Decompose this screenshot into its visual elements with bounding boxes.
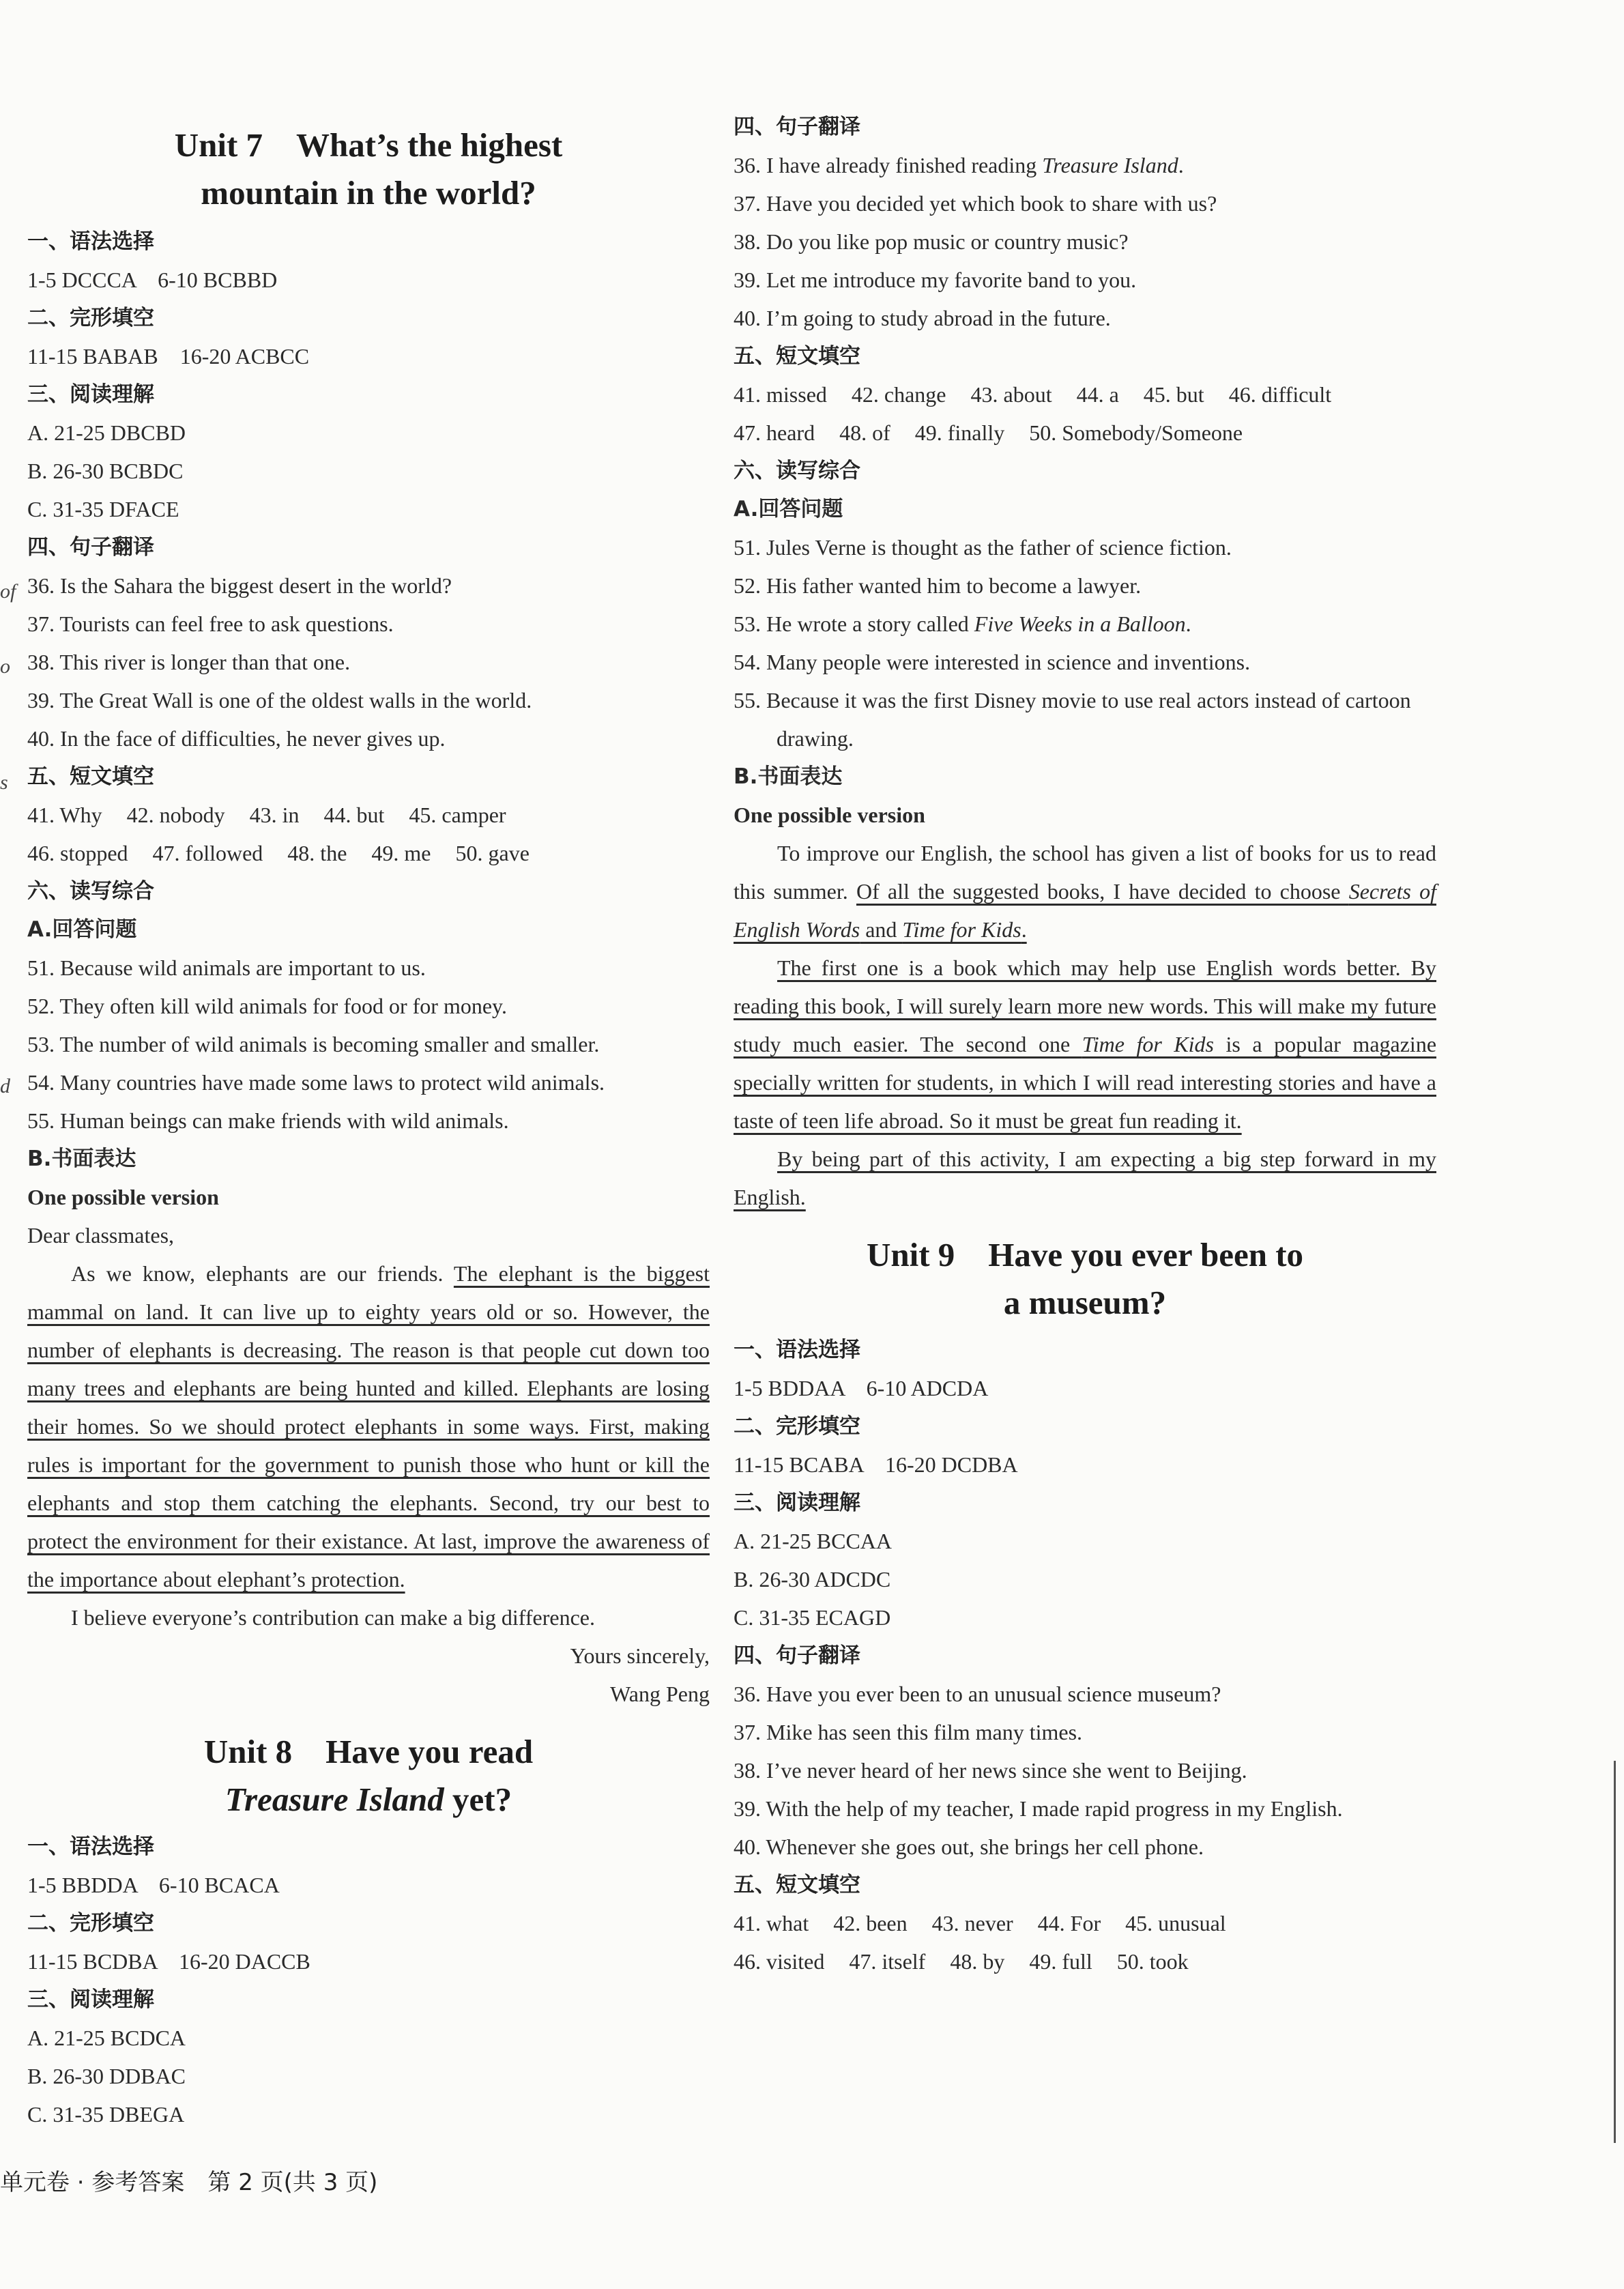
unit7-writing-heading: B.书面表达	[27, 1147, 136, 1171]
unit8-fill-heading: 五、短文填空	[734, 344, 860, 369]
unit8-title-line1: Unit 8 Have you read	[203, 1733, 534, 1770]
unit7-qa-54: 54. Many countries have made some laws to protect wild animals.	[27, 1070, 605, 1095]
unit7-fill-43: 43. in	[249, 803, 300, 827]
unit8-essay-p2-magazine: Time for Kids	[1082, 1032, 1215, 1056]
unit8-translation-heading: 四、句子翻译	[734, 115, 860, 139]
unit8-fill-45: 45. but	[1143, 382, 1204, 407]
unit9-fill-50: 50. took	[1116, 1949, 1189, 1974]
unit8-essay-p1-book1: Secrets of English Words	[734, 879, 1437, 942]
unit8-writing-heading: B.书面表达	[734, 764, 843, 789]
unit8-readwrite-heading: 六、读写综合	[734, 459, 860, 483]
unit9-fill-row-1	[734, 1904, 1436, 1942]
unit7-cloze-heading: 二、完形填空	[27, 306, 154, 330]
unit7-essay-signature: Wang Peng	[610, 1682, 710, 1706]
unit8-essay-paragraph-2	[734, 949, 1436, 1140]
unit9-cloze-heading: 二、完形填空	[734, 1414, 860, 1439]
unit8-essay-p2-a: The first one is a book which may help use English words better. By reading this book, I will surely learn more new words. This will make my future study much easier. The second one	[734, 955, 1436, 1056]
unit7-reading-b: B. 26-30 BCBDC	[27, 459, 184, 483]
right-edge-rule	[1614, 1761, 1616, 2143]
unit7-fill-heading: 五、短文填空	[27, 764, 154, 789]
unit7-fill-row-1	[27, 796, 710, 834]
unit7-fill-50: 50. gave	[455, 841, 530, 865]
unit8-essay-p2-underlined	[734, 955, 1436, 1133]
unit7-reading-heading: 三、阅读理解	[27, 382, 154, 407]
unit8-cloze-heading: 二、完形填空	[27, 1911, 154, 1935]
unit9-fill-46: 46. visited	[734, 1949, 825, 1974]
unit9-title	[734, 1231, 1436, 1327]
unit8-fill-43: 43. about	[970, 382, 1052, 407]
unit8-essay-p2-c: is a popular magazine specially written for students, in which I will read interesting stories and have a taste of teen life abroad. So it must be great fun reading it.	[734, 1032, 1437, 1133]
unit7-version-label: One possible version	[27, 1185, 219, 1209]
unit7-qa-52: 52. They often kill wild animals for food or for money.	[27, 994, 507, 1018]
unit9-grammar-answers: 1-5 BDDAA 6-10 ADCDA	[734, 1376, 989, 1400]
unit8-fill-48: 48. of	[839, 420, 890, 445]
unit9-fill-42: 42. been	[833, 1911, 908, 1935]
unit7-translation-39: 39. The Great Wall is one of the oldest walls in the world.	[27, 688, 532, 712]
unit8-cloze-answers: 11-15 BCDBA 16-20 DACCB	[27, 1949, 310, 1974]
unit9-fill-49: 49. full	[1029, 1949, 1092, 1974]
unit7-translation-heading: 四、句子翻译	[27, 535, 154, 560]
unit9-fill-row-2	[734, 1942, 1436, 1981]
unit7-translation-40: 40. In the face of difficulties, he never gives up.	[27, 726, 446, 751]
unit8-translation-36-book: Treasure Island	[1042, 153, 1178, 177]
unit8-essay-p1-end: .	[1021, 917, 1027, 942]
unit7-qa-53: 53. The number of wild animals is becoming smaller and smaller.	[27, 1032, 600, 1056]
unit8-translation-38: 38. Do you like pop music or country music?	[734, 229, 1129, 254]
unit8-qa-54: 54. Many people were interested in science and inventions.	[734, 650, 1251, 674]
unit9-fill-44: 44. For	[1037, 1911, 1101, 1935]
unit9-translation-36: 36. Have you ever been to an unusual science museum?	[734, 1682, 1221, 1706]
unit8-version-label: One possible version	[734, 803, 925, 827]
unit8-reading-heading: 三、阅读理解	[27, 1987, 154, 2012]
unit8-fill-row-2	[734, 414, 1436, 452]
unit8-essay-p1-intro: To improve our English, the school has given a list of books for us to read this summer.	[734, 841, 1436, 904]
unit8-fill-50: 50. Somebody/Someone	[1029, 420, 1243, 445]
unit9-fill-48: 48. by	[950, 1949, 1005, 1974]
unit8-translation-36-text: 36. I have already finished reading	[734, 153, 1043, 177]
unit7-fill-41: 41. Why	[27, 803, 102, 827]
edge-fragment-3: s	[0, 771, 8, 794]
unit7-essay-intro: As we know, elephants are our friends.	[71, 1261, 454, 1286]
unit9-fill-41: 41. what	[734, 1911, 809, 1935]
unit7-fill-48: 48. the	[287, 841, 347, 865]
unit9-reading-heading: 三、阅读理解	[734, 1491, 860, 1515]
unit7-cloze-answers: 11-15 BABAB 16-20 ACBCC	[27, 344, 310, 369]
unit8-translation-40: 40. I’m going to study abroad in the future.	[734, 306, 1111, 330]
unit8-fill-row-1	[734, 375, 1436, 414]
unit8-fill-42: 42. change	[851, 382, 946, 407]
unit7-fill-row-2	[27, 834, 710, 872]
unit8-qa-heading: A.回答问题	[734, 497, 843, 521]
unit9-title-line1: Unit 9 Have you ever been to	[866, 1236, 1304, 1273]
unit7-reading-a: A. 21-25 DBCBD	[27, 420, 186, 445]
unit8-translation-39: 39. Let me introduce my favorite band to you.	[734, 268, 1137, 292]
unit8-translation-36-end: .	[1178, 153, 1184, 177]
page-footer: 单元卷 · 参考答案 第 2 页(共 3 页)	[0, 2169, 378, 2196]
unit9-reading-a: A. 21-25 BCCAA	[734, 1529, 893, 1553]
unit7-reading-c: C. 31-35 DFACE	[27, 497, 179, 521]
unit8-fill-41: 41. missed	[734, 382, 827, 407]
unit9-fill-43: 43. never	[931, 1911, 1013, 1935]
unit9-reading-c: C. 31-35 ECAGD	[734, 1605, 891, 1630]
unit9-fill-heading: 五、短文填空	[734, 1873, 860, 1897]
right-column	[734, 0, 1436, 2289]
edge-fragment-4: d	[0, 1075, 10, 1097]
unit8-essay-p1-choice: Of all the suggested books, I have decided to choose	[856, 879, 1349, 904]
unit7-translation-38: 38. This river is longer than that one.	[27, 650, 351, 674]
unit7-qa-51: 51. Because wild animals are important to us.	[27, 955, 426, 980]
unit9-translation-38: 38. I’ve never heard of her news since she went to Beijing.	[734, 1758, 1247, 1783]
unit7-qa-55: 55. Human beings can make friends with wild animals.	[27, 1108, 509, 1133]
unit8-fill-46: 46. difficult	[1228, 382, 1332, 407]
unit7-title-line1: Unit 7 What’s the highest	[174, 126, 563, 164]
edge-fragment-2: o	[0, 655, 10, 678]
unit9-grammar-heading: 一、语法选择	[734, 1338, 860, 1362]
unit7-grammar-answers: 1-5 DCCCA 6-10 BCBBD	[27, 268, 278, 292]
unit9-translation-39: 39. With the help of my teacher, I made rapid progress in my English.	[734, 1796, 1343, 1821]
unit7-title-line2: mountain in the world?	[201, 174, 536, 212]
left-column	[27, 0, 710, 2289]
unit7-fill-49: 49. me	[371, 841, 431, 865]
unit7-readwrite-heading: 六、读写综合	[27, 879, 154, 904]
unit9-translation-heading: 四、句子翻译	[734, 1643, 860, 1668]
unit9-fill-47: 47. itself	[849, 1949, 926, 1974]
unit7-essay-paragraph-1	[27, 1254, 710, 1598]
unit8-title-book: Treasure Island	[224, 1781, 444, 1818]
unit9-fill-45: 45. unusual	[1125, 1911, 1226, 1935]
unit8-essay-paragraph-3	[734, 1140, 1436, 1216]
unit8-translation-36	[734, 146, 1436, 184]
unit8-title-end: yet?	[444, 1781, 512, 1818]
unit9-reading-b: B. 26-30 ADCDC	[734, 1567, 891, 1592]
unit7-title	[27, 121, 710, 217]
edge-fragment-1: of	[0, 580, 16, 603]
unit7-fill-42: 42. nobody	[126, 803, 225, 827]
unit7-essay-closing: Yours sincerely,	[570, 1643, 710, 1668]
unit9-title-line2: a museum?	[1003, 1284, 1167, 1321]
unit8-title	[27, 1728, 710, 1824]
unit8-qa-53-end: .	[1185, 611, 1191, 636]
unit8-essay-paragraph-1	[734, 834, 1436, 949]
unit9-cloze-answers: 11-15 BCABA 16-20 DCDBA	[734, 1452, 1018, 1477]
unit8-translation-37: 37. Have you decided yet which book to share with us?	[734, 191, 1217, 216]
unit8-essay-p1-and: and	[860, 917, 903, 942]
unit8-qa-51: 51. Jules Verne is thought as the father of science fiction.	[734, 535, 1232, 560]
unit8-essay-p3-underlined: By being part of this activity, I am expecting a big step forward in my English.	[734, 1147, 1436, 1209]
unit7-translation-36: 36. Is the Sahara the biggest desert in the world?	[27, 573, 452, 598]
unit8-reading-b: B. 26-30 DDBAC	[27, 2064, 186, 2088]
unit8-fill-49: 49. finally	[914, 420, 1005, 445]
unit9-translation-40: 40. Whenever she goes out, she brings her cell phone.	[734, 1834, 1204, 1859]
unit7-fill-45: 45. camper	[409, 803, 506, 827]
unit8-grammar-answers: 1-5 BBDDA 6-10 BCACA	[27, 1873, 280, 1897]
unit7-essay-paragraph-2: I believe everyone’s contribution can make a big difference.	[71, 1605, 595, 1630]
unit7-fill-46: 46. stopped	[27, 841, 128, 865]
unit8-qa-52: 52. His father wanted him to become a lawyer.	[734, 573, 1142, 598]
unit8-qa-53-title: Five Weeks in a Balloon	[974, 611, 1186, 636]
unit9-translation-37: 37. Mike has seen this film many times.	[734, 1720, 1083, 1744]
unit7-fill-44: 44. but	[323, 803, 385, 827]
unit7-essay-greeting: Dear classmates,	[27, 1223, 175, 1248]
unit8-fill-44: 44. a	[1076, 382, 1119, 407]
unit8-title-line2	[27, 1776, 710, 1824]
unit8-qa-53-text: 53. He wrote a story called	[734, 611, 974, 636]
unit7-grammar-heading: 一、语法选择	[27, 229, 154, 254]
unit8-qa-55: 55. Because it was the first Disney movie to use real actors instead of cartoon drawing.	[734, 688, 1411, 751]
unit7-fill-47: 47. followed	[152, 841, 263, 865]
unit8-fill-47: 47. heard	[734, 420, 815, 445]
unit7-essay-underlined: The elephant is the biggest mammal on land. It can live up to eighty years old or so. However, the number of elephants is decreasing. The reason is that people cut down too many trees and elephants are being hunted and killed. Elephants are losing their homes. So we should protect elephants in some ways. First, making rules is important for the government to punish those who hunt or kill the elephants and stop them catching the elephants. Second, try our best to protect the environment for their existance. At last, improve the awareness of the importance about elephant’s protection.	[27, 1261, 710, 1592]
unit8-reading-c: C. 31-35 DBEGA	[27, 2102, 185, 2127]
unit8-essay-p1-book2: Time for Kids	[902, 917, 1021, 942]
unit7-translation-37: 37. Tourists can feel free to ask questions.	[27, 611, 394, 636]
unit8-qa-53	[734, 605, 1436, 643]
unit8-reading-a: A. 21-25 BCDCA	[27, 2026, 186, 2050]
unit8-grammar-heading: 一、语法选择	[27, 1834, 154, 1859]
unit7-qa-heading: A.回答问题	[27, 917, 137, 942]
